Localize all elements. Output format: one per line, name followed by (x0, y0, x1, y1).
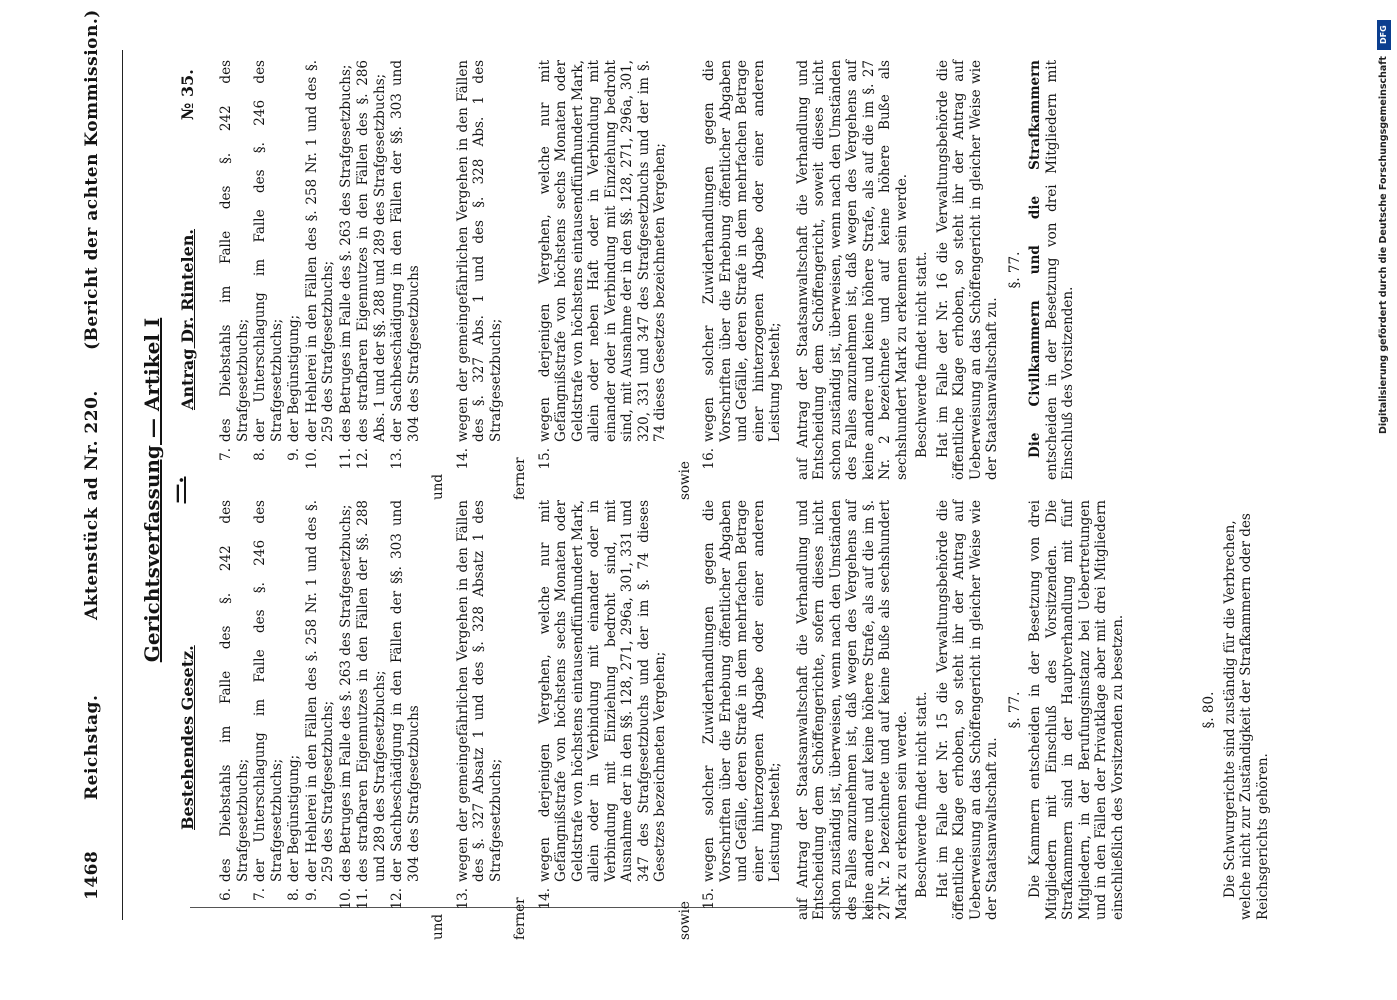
item-number: 10. (337, 888, 354, 910)
right-item (338, 60, 355, 480)
conjunction-sowie: sowie (676, 461, 693, 500)
right-paragraph-77 (1027, 60, 1077, 480)
left-paragraph-77: Die Kammern entscheiden in der Besetzung von drei Mitgliedern mit Einschluß des Vorsitzenden. Die Strafkammern sind in der Hauptverhandlung mit fünf Mitgliedern, in der Berufungsinstanz bei Uebertretungen und in den Fällen der Privatklage aber mit drei Mitgliedern einschließlich des Vorsitzenden zu besetzen. (1027, 500, 1126, 920)
left-item-14 (537, 500, 669, 920)
header-right: (Bericht der achten Kommission.) (82, 9, 102, 350)
item-number: 15. (536, 448, 553, 470)
right-section-77: §. 77. (1006, 251, 1023, 289)
left-item (389, 500, 422, 920)
left-item (355, 500, 388, 920)
item-text: wegen derjenigen Vergehen, welche nur mit Gefängnißstrafe von höchstens sechs Monaten oder Geldstrafe von höchstens eintausendfünfhundert Mark, allein oder neben Haft oder in Verbindung mit einander oder in Verbindung mit Einziehung bedroht sind, mit Ausnahme der in den §§. 128, 271, 296a, 301, 320, 331 und 347 des Strafgesetzbuchs und der im §. 74 dieses Gesetzes bezeichneten Vergehen; (536, 60, 668, 442)
item-number: 8. (286, 888, 302, 901)
item-number: 12. (389, 888, 405, 910)
item-text: der Sachbeschädigung in den Fällen der §§. 303 und 304 des Strafgesetzbuchs (389, 60, 422, 442)
right-paragraph-1: auf Antrag der Staatsanwaltschaft die Verhandlung und Entscheidung dem Schöffengericht, soweit dieses nicht schon zuständig ist, überweisen, wenn nach den Umständen des Falles anzunehmen ist, daß wegen des Vergehens auf keine andere und keine höhere Strafe, als auf die im §. 27 Nr. 2 bezeichnete und auf keine höhere Buße als sechshundert Mark zu erkennen sein werde. (794, 60, 910, 480)
left-item-15 (701, 500, 784, 920)
conjunction-sowie: sowie (676, 901, 693, 940)
left-section-77: §. 77. (1006, 691, 1023, 729)
item-number: 7. (252, 888, 268, 901)
item-text: der Hehlerei in den Fällen des §. 258 Nr. 1 und des §. 259 des Strafgesetzbuchs; (303, 60, 336, 442)
item-number: 9. (303, 888, 320, 901)
item-text: wegen solcher Zuwiderhandlungen gegen die Vorschriften über die Erhebung öffentlicher Abgaben und Gefälle, deren Strafe in dem mehrfachen Betrage einer hinterzogenen Abgabe oder einer anderen Leistung besteht; (701, 500, 783, 882)
right-item-14 (455, 60, 505, 480)
dfg-logo: DFG (1377, 20, 1391, 50)
left-item (286, 500, 303, 920)
conjunction-und: und (430, 473, 446, 500)
item-number: 12. (355, 448, 371, 470)
left-paragraph-3: Hat im Falle der Nr. 15 die Verwaltungsbehörde die öffentliche Klage erhoben, so steht ihr der Antrag auf Ueberweisung an das Schöffengericht in gleicher Weise wie der Staatsanwaltschaft zu. (934, 500, 1000, 920)
right-item-16 (701, 60, 784, 480)
left-item (218, 500, 251, 920)
left-item-13 (455, 500, 505, 920)
right-item (286, 60, 303, 480)
right-item (355, 60, 388, 480)
section-80: §. 80. (1201, 691, 1217, 729)
left-item (252, 500, 285, 920)
item-text: wegen solcher Zuwiderhandlungen gegen die Vorschriften über die Erhebung öffentlicher Abgaben und Gefälle, deren Strafe in dem mehrfachen Betrage einer hinterzogenen Abgabe oder einer anderen Leistung besteht; (701, 60, 783, 442)
header-center: Aktenstück ad Nr. 220. (82, 390, 102, 620)
item-number: 14. (536, 888, 553, 910)
item-text: der Unterschlagung im Falle des §. 246 des Strafgesetzbuchs; (252, 60, 285, 442)
item-text: wegen der gemeingefährlichen Vergehen in den Fällen des §. 327 Absatz 1 und des §. 328 Absatz 1 des Strafgesetzbuchs; (454, 500, 504, 882)
item-number: 16. (701, 448, 717, 470)
item-text: des strafbaren Eigennutzes in den Fällen des §. 286 Abs. 1 und der §§. 288 und 289 des Strafgesetzbuchs; (355, 60, 388, 442)
item-text: der Unterschlagung im Falle des §. 246 des Strafgesetzbuchs; (252, 500, 285, 882)
right-items-a (218, 60, 422, 480)
section-80-text: Die Schwurgerichte sind zuständig für die Verbrechen, welche nicht zur Zuständigkeit der Strafkammern oder des Reichsgerichts gehören. (1221, 513, 1271, 920)
item-text: der Begünstigung; (286, 314, 302, 442)
paragraph-text: entscheiden in der Besetzung von drei Mitgliedern mit Einschluß des Vorsitzenden. (1043, 60, 1076, 480)
right-paragraph-3: Hat im Falle der Nr. 16 die Verwaltungsbehörde die öffentliche Klage erhoben, so steht ihr der Antrag auf Ueberweisung an das Schöffengericht in gleicher Weise wie der Staatsanwaltschaft zu. (934, 60, 1000, 480)
right-column (218, 60, 1081, 500)
left-paragraph-2: Beschwerde findet nicht statt. (914, 691, 930, 898)
conjunction-ferner: ferner (512, 897, 528, 940)
right-item (218, 60, 251, 480)
item-number: 14. (454, 448, 471, 470)
footer-section (1195, 500, 1275, 920)
item-text: des Diebstahls im Falle des §. 242 des Strafgesetzbuchs; (218, 500, 251, 882)
item-number: 9. (286, 448, 302, 461)
dfg-credit: Digitalisierung gefördert durch die Deutsche Forschungsgemeinschaft (1378, 56, 1389, 434)
left-column (218, 500, 1130, 940)
item-text: der Sachbeschädigung in den Fällen der §§. 303 und 304 des Strafgesetzbuchs (389, 500, 422, 882)
page-title: Gerichtsverfassung — Artikel I —. (140, 317, 188, 663)
item-number: 10. (303, 448, 320, 470)
item-text: des Betruges im Falle des §. 263 des Strafgesetzbuchs; (337, 64, 354, 442)
item-number: 11. (355, 888, 371, 910)
header-left: Reichstag. (82, 694, 102, 800)
item-text: wegen der gemeingefährlichen Vergehen in den Fällen des §. 327 Abs. 1 und des §. 328 Abs. 1 des Strafgesetzbuchs; (454, 60, 504, 442)
right-item-15 (537, 60, 669, 480)
page-number: 1468 (82, 850, 102, 900)
conjunction-und: und (430, 913, 446, 940)
item-number: 15. (701, 888, 717, 910)
item-text: wegen derjenigen Vergehen, welche nur mit Gefängnißstrafe von höchstens sechs Monaten oder Geldstrafe von höchstens eintausendfünfhundert Mark, allein oder in Verbindung mit einander oder in Verbindung mit Einziehung bedroht sind, mit Ausnahme der in den §§. 128, 271, 296a, 301, 331 und 347 des Strafgesetzbuchs und der im §. 74 dieses Gesetzes bezeichneten Vergehen; (536, 500, 668, 882)
right-item (252, 60, 285, 480)
document-number: № 35. (178, 69, 197, 120)
right-column-heading: Antrag Dr. Rintelen. (178, 228, 197, 410)
item-text: der Hehlerei in den Fällen des §. 258 Nr. 1 und des §. 259 des Strafgesetzbuchs; (303, 500, 336, 882)
right-item (304, 60, 337, 480)
item-number: 6. (218, 888, 234, 901)
left-items-a (218, 500, 422, 920)
conjunction-ferner: ferner (512, 457, 528, 500)
item-text: des Betruges im Falle des §. 263 des Strafgesetzbuchs; (337, 504, 354, 882)
item-number: 7. (218, 448, 234, 461)
item-number: 13. (389, 448, 405, 470)
emphasis-text: Die Civilkammern und die Strafkammern (1027, 60, 1043, 458)
right-item (389, 60, 422, 480)
header-rule (122, 50, 123, 920)
item-number: 13. (454, 888, 471, 910)
item-number: 8. (252, 448, 268, 461)
item-text: der Begünstigung; (286, 754, 302, 882)
left-column-heading: Bestehendes Gesetz. (178, 645, 197, 830)
item-text: des Diebstahls im Falle des §. 242 des Strafgesetzbuchs; (218, 60, 251, 442)
left-item (338, 500, 355, 920)
right-paragraph-2: Beschwerde findet nicht statt. (914, 251, 930, 458)
left-item (304, 500, 337, 920)
item-text: des strafbaren Eigennutzes in den Fällen der §§. 288 und 289 des Strafgesetzbuchs; (355, 500, 388, 882)
left-paragraph-1: auf Antrag der Staatsanwaltschaft die Verhandlung und Entscheidung dem Schöffengerichte, sofern dieses nicht schon zuständig ist, überweisen, wenn nach den Umständen des Falles anzunehmen ist, daß wegen des Vergehens auf keine andere und auf keine höhere Strafe, als auf die im §. 27 Nr. 2 bezeichnete und auf keine Buße als sechshundert Mark zu erkennen sein werde. (794, 500, 910, 920)
item-number: 11. (337, 448, 354, 470)
